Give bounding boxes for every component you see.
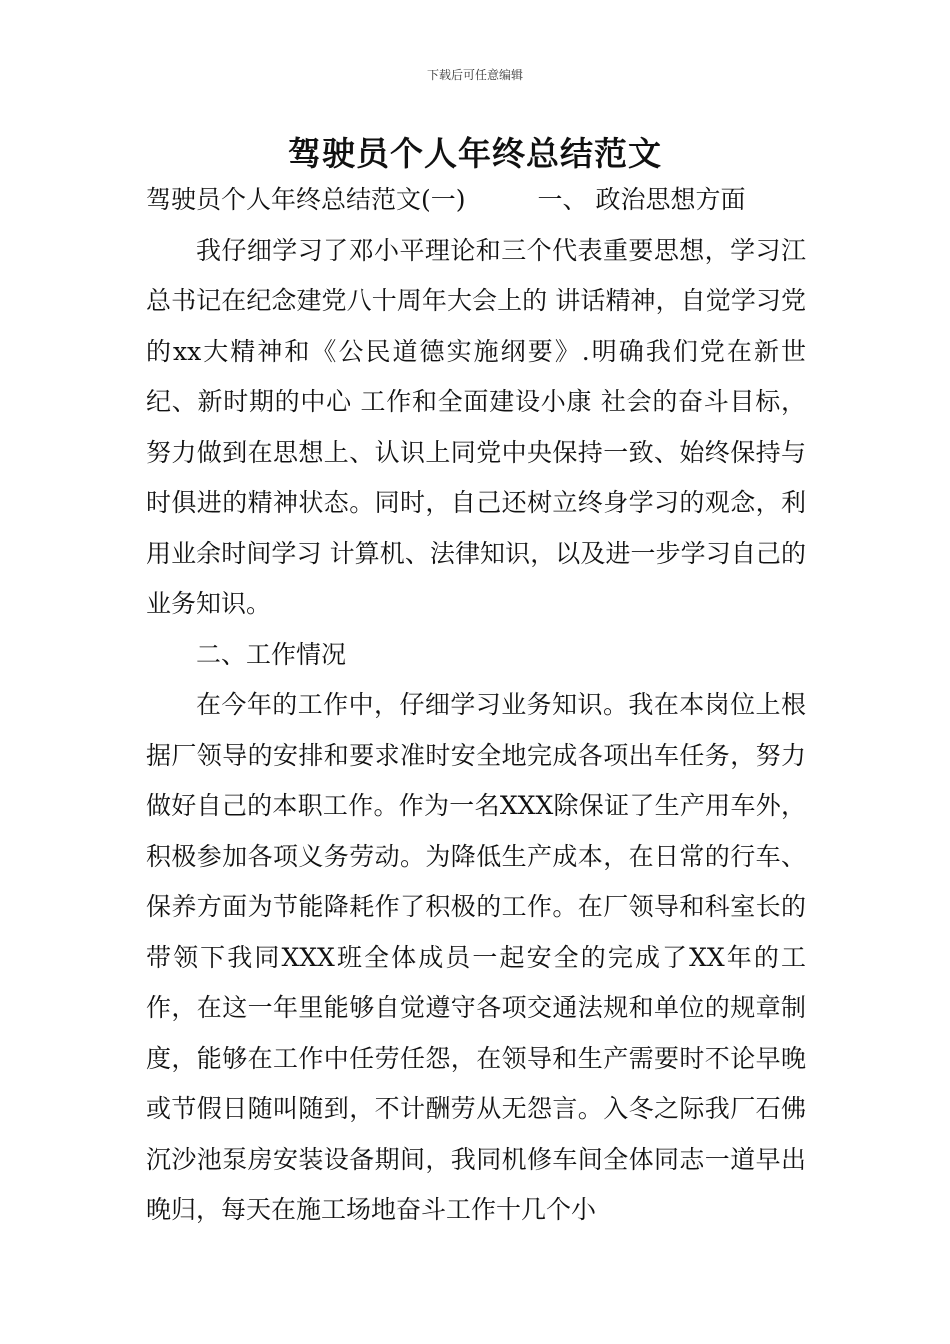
paragraph-work: 在今年的工作中，仔细学习业务知识。我在本岗位上根据厂领导的安排和要求准时安全地完成各项出车任务，努力做好自己的本职工作。作为一名XXX除保证了生产用车外，积极参加各项义务劳动。为降低生产成本，在日常的行车、保养方面为节能降耗作了积极的工作。在厂领导和科室长的带领下我同XXX班全体成员一起安全的完成了XX年的工作，在这一年里能够自觉遵守各项交通法规和单位的规章制度，能够在工作中任劳任怨，在领导和生产需要时不论早晚或节假日随叫随到，不计酬劳从无怨言。入冬之际我厂石佛沉沙池泵房安装设备期间，我同机修车间全体同志一道早出晚归，每天在施工场地奋斗工作十几个小: [146, 690, 806, 1224]
section-heading-work: 二、工作情况: [196, 639, 347, 669]
document-subtitle: 驾驶员个人年终总结范文(一): [146, 185, 466, 214]
header-note: 下载后可任意编辑: [426, 68, 523, 82]
document-title: 驾驶员个人年终总结范文: [288, 134, 662, 173]
subtitle-spacer: [466, 175, 538, 226]
section-heading-politics: 一、 政治思想方面: [537, 185, 746, 214]
paragraph-politics: 我仔细学习了邓小平理论和三个代表重要思想，学习江总书记在纪念建党八十周年大会上的 讲话精神，自觉学习党的xx大精神和《公民道德实施纲要》.明确我们党在新世纪、新时期的中心 工作和全面建设小康 社会的奋斗目标，努力做到在思想上、认识上同党中央保持一致、始终保持与时俱进的精神状态。同时，自己还树立终身学习的观念，利用业余时间学习 计算机、法律知识，以及进一步学习自己的业务知识。: [146, 235, 806, 618]
document-body: [146, 175, 806, 1236]
subtitle-line: [146, 175, 806, 226]
